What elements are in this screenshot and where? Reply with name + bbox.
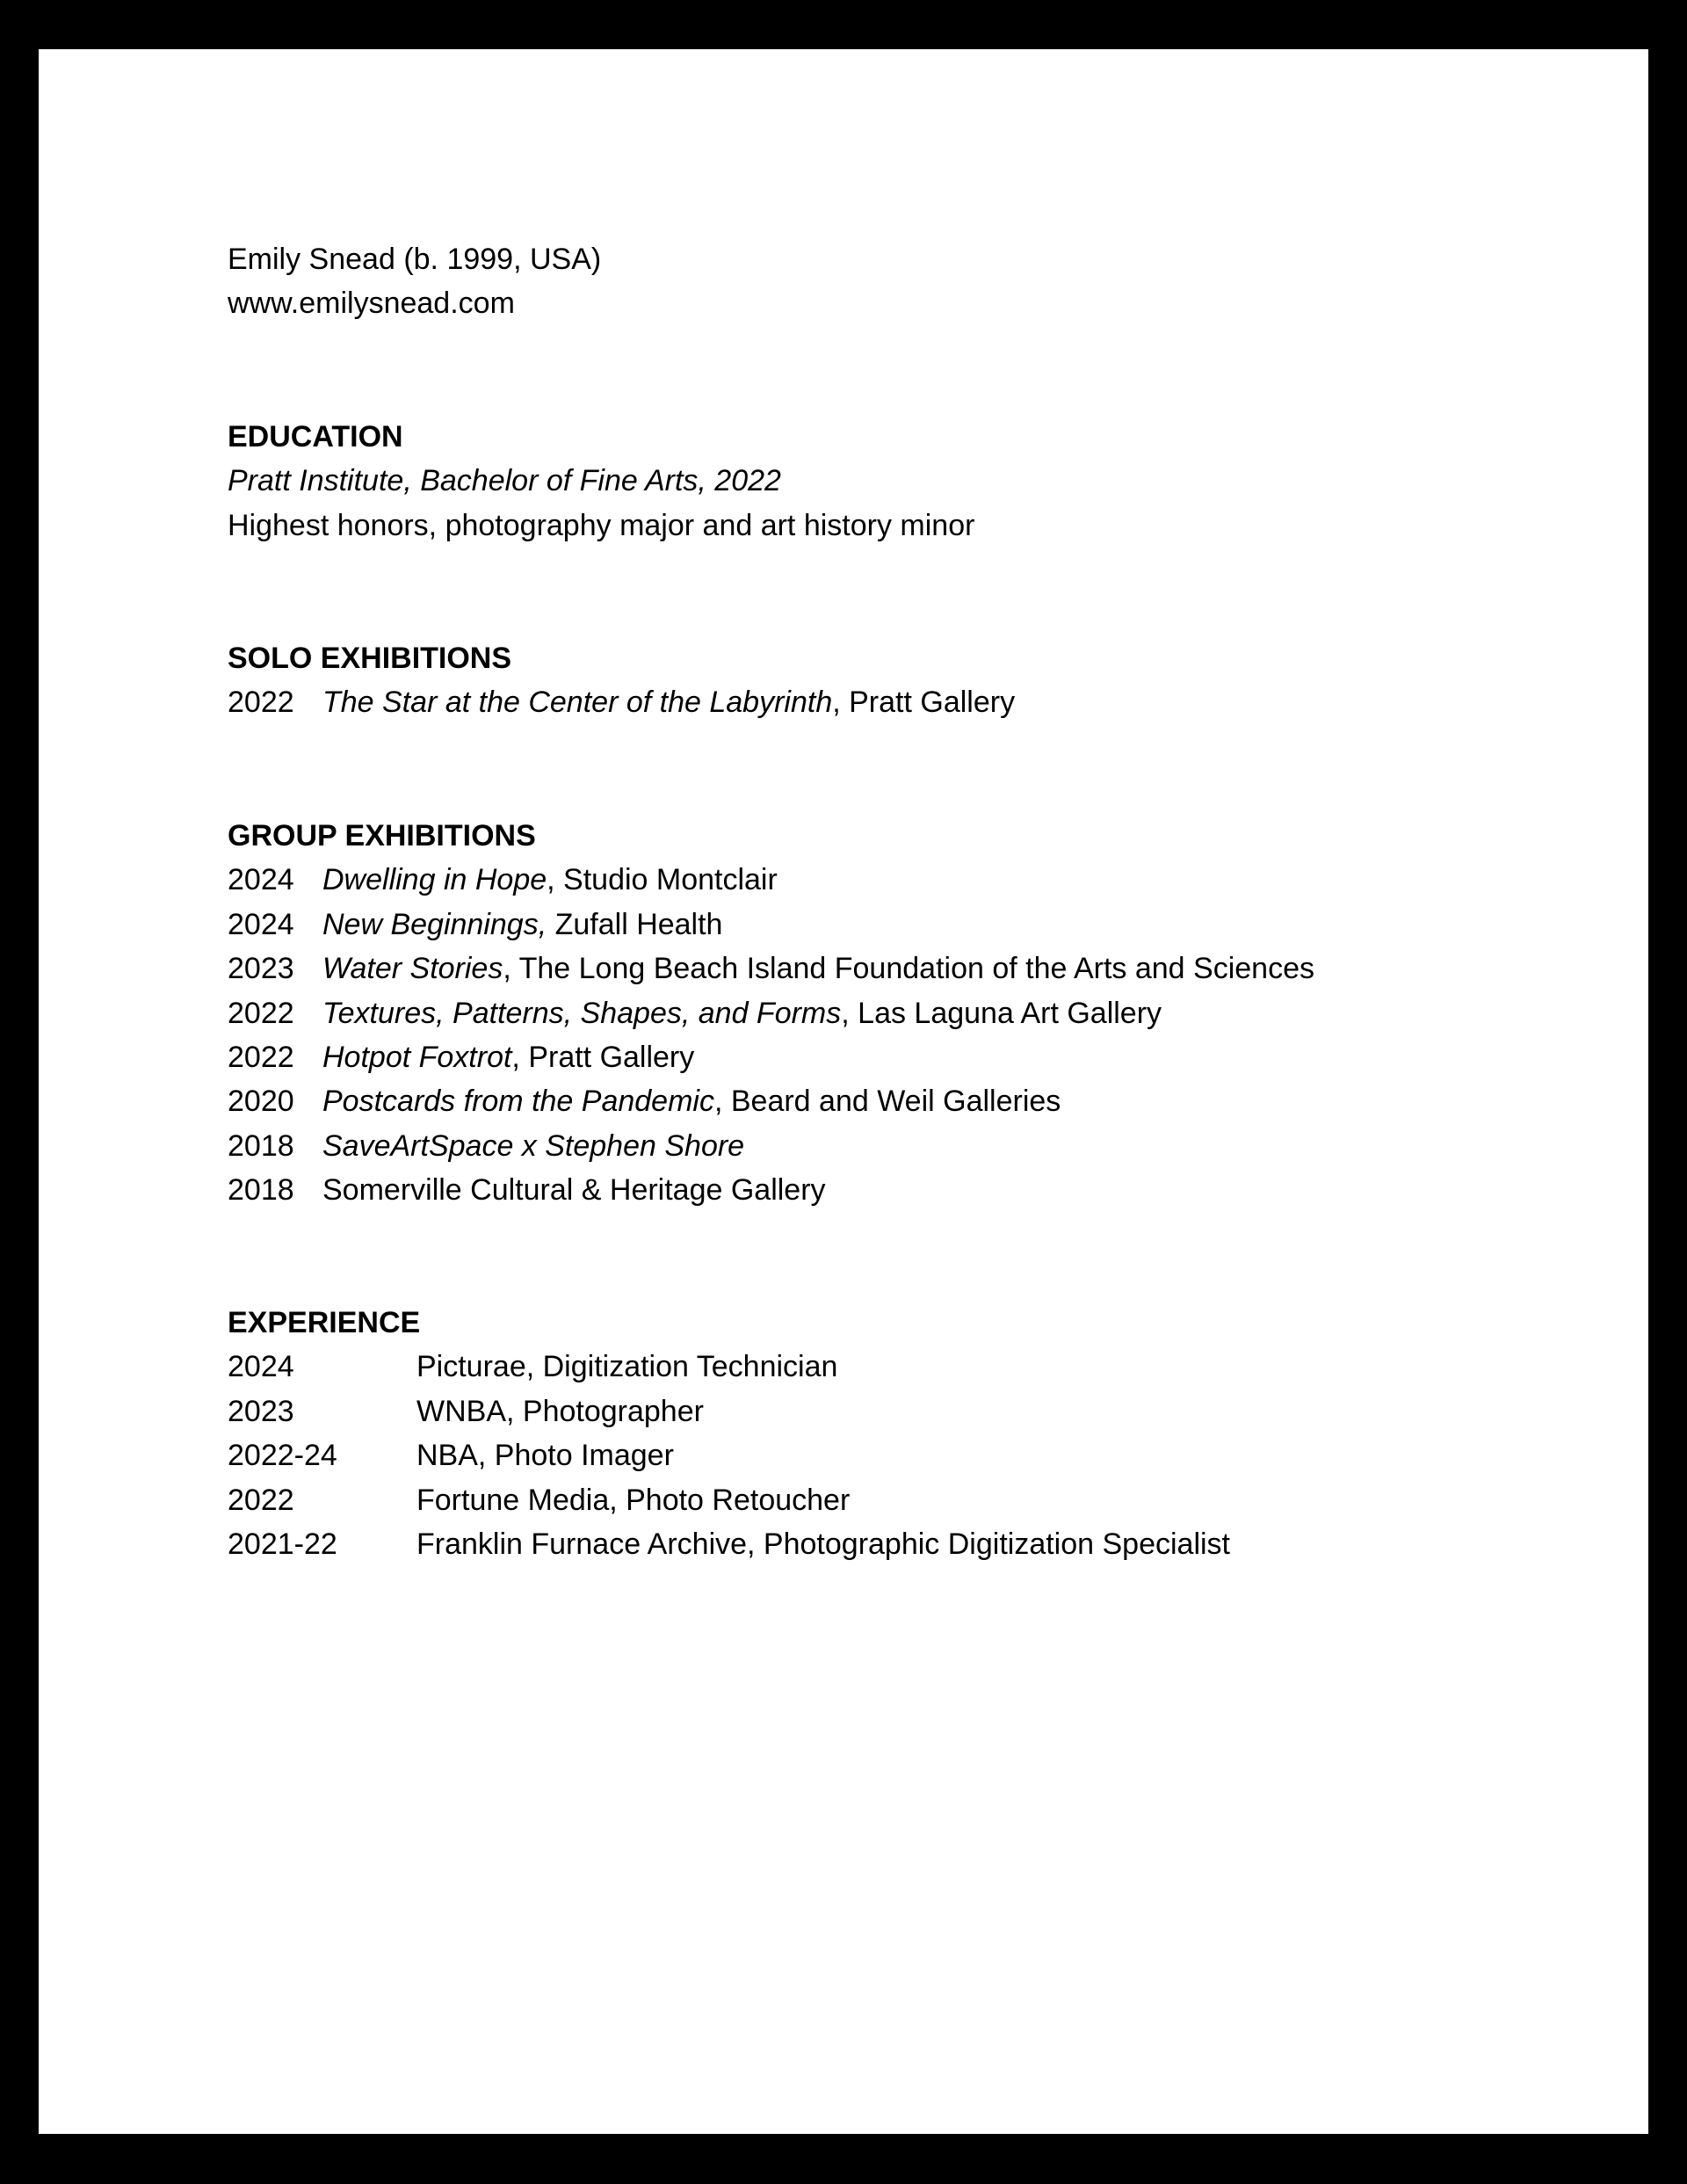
group-exhibition-item (228, 903, 1546, 947)
exhibition-title: Postcards from the Pandemic (322, 1085, 714, 1119)
solo-exhibition-item (228, 680, 1546, 724)
exhibition-venue: , Pratt Gallery (832, 686, 1016, 720)
experience-role: WNBA, Photographer (416, 1394, 704, 1428)
artist-website: www.emilysnead.com (228, 287, 515, 321)
exhibition-title: Dwelling in Hope (322, 863, 547, 897)
group-exhibition-item (228, 947, 1546, 990)
exhibition-year: 2022 (228, 996, 294, 1030)
exhibition-year: 2022 (228, 1040, 294, 1074)
exhibition-title: Textures, Patterns, Shapes, and Forms (322, 996, 842, 1030)
exhibition-venue: Somerville Cultural & Heritage Gallery (322, 1173, 826, 1208)
exhibition-title: SaveArtSpace x Stephen Shore (322, 1128, 745, 1163)
exhibition-title: Water Stories (322, 952, 503, 986)
exhibition-venue: , Beard and Weil Galleries (713, 1085, 1061, 1119)
experience-item (228, 1345, 1546, 1389)
group-exhibition-item (228, 1079, 1546, 1123)
exhibition-year: 2022 (228, 686, 294, 720)
experience-item (228, 1389, 1546, 1433)
exhibition-title: New Beginnings, (322, 907, 547, 941)
experience-years: 2022 (228, 1483, 294, 1517)
cv-page (39, 49, 1648, 2134)
experience-heading: EXPERIENCE (228, 1306, 421, 1339)
exhibition-year: 2024 (228, 863, 294, 897)
experience-item (228, 1478, 1546, 1522)
exhibition-year: 2020 (228, 1085, 294, 1119)
exhibition-year: 2018 (228, 1173, 294, 1208)
education-heading: EDUCATION (228, 420, 403, 453)
exhibition-venue: Zufall Health (547, 907, 723, 941)
solo-exhibitions-section (228, 636, 1546, 725)
solo-exhibitions-heading: SOLO EXHIBITIONS (228, 642, 512, 675)
group-exhibition-item (228, 1124, 1546, 1168)
exhibition-title: Hotpot Foxtrot (322, 1040, 512, 1074)
group-exhibition-item (228, 991, 1546, 1035)
experience-section (228, 1301, 1546, 1566)
experience-years: 2024 (228, 1350, 294, 1384)
exhibition-year: 2023 (228, 952, 294, 986)
experience-item (228, 1522, 1546, 1566)
education-detail: Highest honors, photography major and art history minor (228, 508, 975, 542)
education-section (228, 415, 1546, 548)
experience-item (228, 1433, 1546, 1477)
group-exhibitions-heading: GROUP EXHIBITIONS (228, 819, 536, 853)
cv-header (228, 237, 601, 326)
education-degree: Pratt Institute, Bachelor of Fine Arts, 2022 (228, 464, 781, 498)
experience-role: Fortune Media, Photo Retoucher (416, 1483, 851, 1517)
exhibition-venue: , Studio Montclair (547, 863, 778, 897)
experience-role: Franklin Furnace Archive, Photographic Digitization Specialist (416, 1527, 1231, 1561)
experience-years: 2022-24 (228, 1439, 337, 1473)
exhibition-title: The Star at the Center of the Labyrinth (322, 686, 833, 720)
group-exhibition-item (228, 858, 1546, 902)
exhibition-year: 2018 (228, 1128, 294, 1163)
experience-years: 2023 (228, 1394, 294, 1428)
group-exhibition-item (228, 1168, 1546, 1212)
exhibition-venue: , Pratt Gallery (511, 1040, 695, 1074)
experience-role: Picturae, Digitization Technician (416, 1350, 838, 1384)
exhibition-year: 2024 (228, 907, 294, 941)
exhibition-venue: , The Long Beach Island Foundation of the Arts and Sciences (503, 952, 1314, 986)
exhibition-venue: , Las Laguna Art Gallery (841, 996, 1162, 1030)
group-exhibitions-section (228, 814, 1546, 1213)
experience-role: NBA, Photo Imager (416, 1439, 674, 1473)
experience-years: 2021-22 (228, 1527, 337, 1561)
group-exhibition-item (228, 1035, 1546, 1079)
artist-name: Emily Snead (b. 1999, USA) (228, 243, 602, 276)
